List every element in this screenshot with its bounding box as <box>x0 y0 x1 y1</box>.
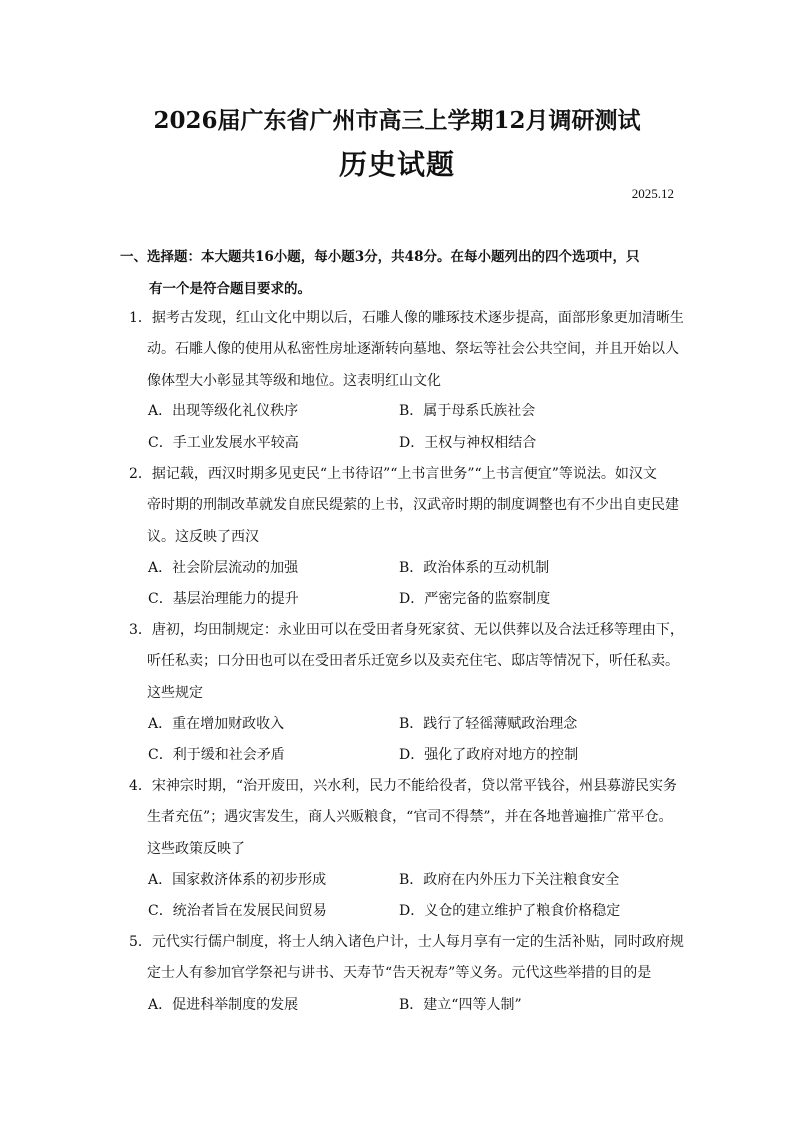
question-2-line-2: 帝时期的刑制改革就发自庶民缇萦的上书，汉武帝时期的制度调整也有不少出自吏民建 <box>147 497 679 514</box>
question-1-options-row-2 <box>148 428 688 459</box>
question-2-option-b[interactable]: B．政治体系的互动机制 <box>399 560 550 576</box>
question-3-line-1: 3．唐初，均田制规定：永业田可以在受田者身死家贫、无以供葬以及合法迁移等理由下， <box>129 622 684 638</box>
question-1-option-b[interactable]: B．属于母系氏族社会 <box>399 403 536 419</box>
question-4 <box>129 771 678 865</box>
question-3-option-b[interactable]: B．践行了轻徭薄赋政治理念 <box>399 716 578 732</box>
question-2 <box>129 459 679 553</box>
question-4-line-1: 4．宋神宗时期，“治开废田，兴水利，民力不能给役者，贷以常平钱谷，州县募游民实务 <box>129 778 678 794</box>
question-1-options-row-1 <box>148 396 688 427</box>
exam-date: 2025.12 <box>631 186 674 201</box>
question-1-line-1: 1．据考古发现，红山文化中期以后，石雕人像的雕琢技术逐步提高，面部形象更加清晰生 <box>129 310 684 326</box>
question-1 <box>129 303 684 397</box>
question-4-option-b[interactable]: B．政府在内外压力下关注粮食安全 <box>399 872 620 888</box>
section-heading <box>120 241 680 305</box>
question-1-option-d[interactable]: D．王权与神权相结合 <box>399 435 537 451</box>
question-5-option-b[interactable]: B．建立“四等人制” <box>399 997 522 1013</box>
question-4-options-row-2 <box>148 896 688 927</box>
question-4-line-3: 这些政策反映了 <box>147 840 245 857</box>
question-3-option-c[interactable]: C．利于缓和社会矛盾 <box>148 747 285 763</box>
question-4-option-a[interactable]: A．国家救济体系的初步形成 <box>148 872 327 888</box>
question-3-line-2: 听任私卖；口分田也可以在受田者乐迁宽乡以及卖充住宅、邸店等情况下，听任私卖。 <box>147 653 679 670</box>
question-1-line-3: 像体型大小彰显其等级和地位。这表明红山文化 <box>147 372 441 389</box>
question-2-options-row-1 <box>148 553 688 584</box>
question-2-option-c[interactable]: C．基层治理能力的提升 <box>148 591 299 607</box>
question-2-option-d[interactable]: D．严密完备的监察制度 <box>399 591 551 607</box>
question-1-option-c[interactable]: C．手工业发展水平较高 <box>148 435 299 451</box>
question-3 <box>129 615 684 709</box>
question-4-option-c[interactable]: C．统治者旨在发展民间贸易 <box>148 903 327 919</box>
question-5-options-row-1 <box>148 990 688 1021</box>
subject-title: 历史试题 <box>338 148 455 181</box>
question-5 <box>129 927 684 990</box>
question-4-line-2: 生者充伍”；遇灾害发生，商人兴贩粮食，“官司不得禁”，并在各地普遍推广常平仓。 <box>147 809 673 826</box>
question-1-line-2: 动。石雕人像的使用从私密性房址逐渐转向墓地、祭坛等社会公共空间，并且开始以人 <box>147 341 679 358</box>
question-3-option-d[interactable]: D．强化了政府对地方的控制 <box>399 747 579 763</box>
question-3-options-row-2 <box>148 740 688 771</box>
question-5-line-2: 定士人有参加官学祭祀与讲书、天寿节“告天祝寿”等义务。元代这些举措的目的是 <box>147 965 652 982</box>
section-heading-line-1: 一、选择题：本大题共16小题，每小题3分，共48分。在每小题列出的四个选项中，只 <box>120 249 640 265</box>
section-heading-line-2: 有一个是符合题目要求的。 <box>149 281 311 297</box>
question-2-line-1: 2．据记载，西汉时期多见吏民“上书待诏”“上书言世务”“上书言便宜”等说法。如汉文 <box>129 466 657 482</box>
question-3-options-row-1 <box>148 709 688 740</box>
question-4-option-d[interactable]: D．义仓的建立维护了粮食价格稳定 <box>399 903 621 919</box>
exam-title: 2026届广东省广州市高三上学期12月调研测试 <box>153 107 641 134</box>
question-1-option-a[interactable]: A．出现等级化礼仪秩序 <box>148 403 299 419</box>
question-3-option-a[interactable]: A．重在增加财政收入 <box>148 716 285 732</box>
question-5-option-a[interactable]: A．促进科举制度的发展 <box>148 997 299 1013</box>
question-4-options-row-1 <box>148 865 688 896</box>
question-5-line-1: 5．元代实行儒户制度，将士人纳入诸色户计，士人每月享有一定的生活补贴，同时政府规 <box>129 934 684 950</box>
question-2-options-row-2 <box>148 584 688 615</box>
question-2-option-a[interactable]: A．社会阶层流动的加强 <box>148 560 299 576</box>
question-2-line-3: 议。这反映了西汉 <box>147 528 259 545</box>
question-3-line-3: 这些规定 <box>147 684 203 701</box>
